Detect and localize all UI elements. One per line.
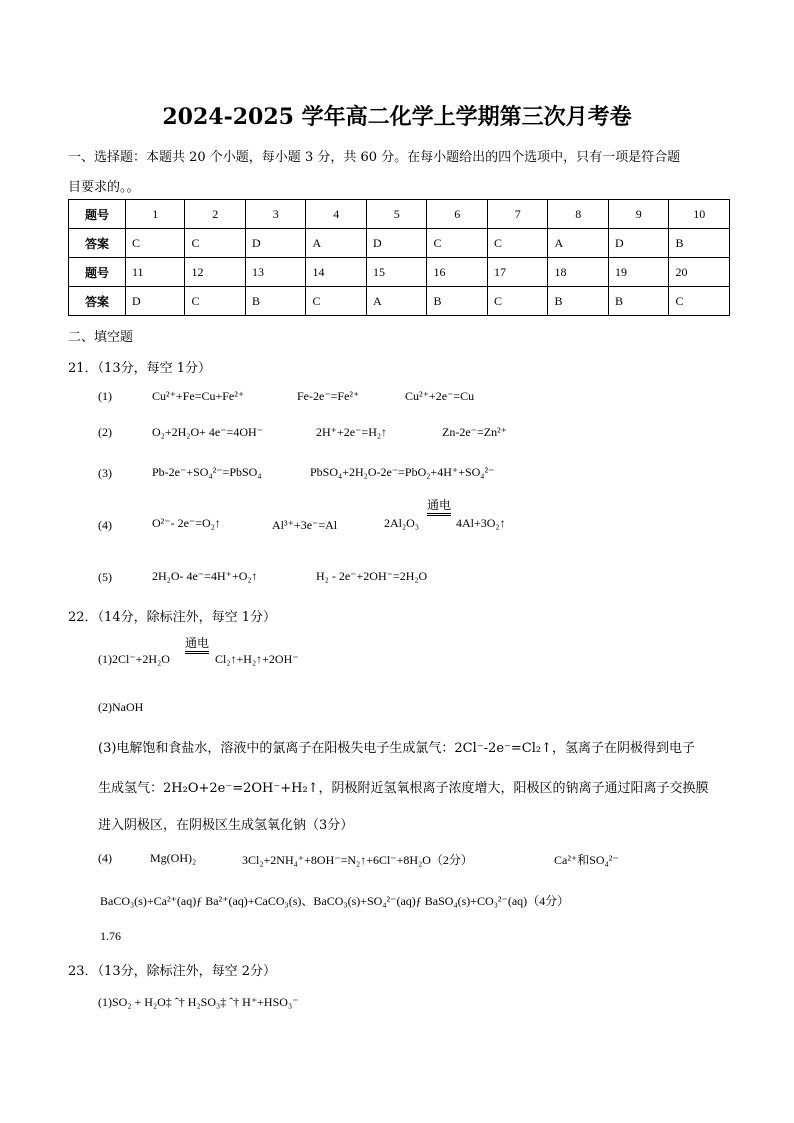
table-cell: A <box>548 229 609 258</box>
q21-part4-tag: (4) <box>98 518 112 532</box>
question-number-header: 题号 <box>69 258 126 287</box>
q22-heading: 22．（14分，除标注外，每空 1分） <box>68 610 276 625</box>
q21-part1-tag: (1) <box>98 389 112 403</box>
table-cell: 9 <box>608 200 669 229</box>
table-cell: C <box>185 229 246 258</box>
q21-part3-eq1: Pb-2e⁻+SO₄²⁻=PbSO₄ <box>152 465 262 479</box>
q23-part1: (1)SO₂ + H₂O‡ ˆ† H₂SO₃‡ ˆ† H⁺+HSO₃⁻ <box>98 995 299 1009</box>
q22-part3-line1: (3)电解饱和食盐水，溶液中的氯离子在阳极失电子生成氯气：2Cl⁻-2e⁻=Cl₂↑，氢离子在阴极得到电子 <box>98 741 695 756</box>
table-row <box>69 258 730 287</box>
q22-part1-electrolysis-condition: 通电 <box>185 636 209 654</box>
table-cell: B <box>427 287 488 316</box>
q22-part4-tag: (4) <box>98 851 112 865</box>
table-cell: 16 <box>427 258 488 287</box>
q22-part2: (2)NaOH <box>98 700 144 714</box>
q22-part1-right: Cl₂↑+H₂↑+2OH⁻ <box>215 652 299 666</box>
q21-part4-eq3-left: 2Al₂O₃ <box>384 516 420 530</box>
answer-header: 答案 <box>69 229 126 258</box>
q21-part5-eq2: H₂ - 2e⁻+2OH⁻=2H₂O <box>316 569 428 583</box>
table-cell: D <box>126 287 185 316</box>
table-cell: 6 <box>427 200 488 229</box>
table-cell: C <box>487 229 548 258</box>
section1-instruction-line2: 目要求的。。 <box>68 180 140 195</box>
table-cell: 15 <box>366 258 427 287</box>
section1-instruction-line1: 一、选择题：本题共 20 个小题，每小题 3 分，共 60 分。在每小题给出的四个选项中，只有一项是符合题 <box>68 150 681 165</box>
table-cell: 18 <box>548 258 609 287</box>
q22-part3-line3: 进入阴极区，在阴极区生成氢氧化钠（3分） <box>98 818 354 833</box>
q21-part4-eq1: O²⁻- 2e⁻=O₂↑ <box>152 516 221 530</box>
table-cell: 12 <box>185 258 246 287</box>
table-cell: 13 <box>245 258 306 287</box>
table-cell: C <box>126 229 185 258</box>
q21-part4-eq3-right: 4Al+3O₂↑ <box>456 516 506 530</box>
q22-part6: 1.76 <box>100 929 121 943</box>
table-cell: B <box>608 287 669 316</box>
table-cell: 17 <box>487 258 548 287</box>
q22-part4-answer3: Ca²⁺和SO₄²⁻ <box>554 853 619 867</box>
q21-heading: 21．（13分，每空 1分） <box>68 361 211 376</box>
table-cell: A <box>306 229 367 258</box>
q22-part3-line2: 生成氢气：2H₂O+2e⁻=2OH⁻+H₂↑，阴极附近氢氧根离子浓度增大，阳极区的钠离子通过阳离子交换膜 <box>98 781 709 796</box>
answer-table <box>68 199 730 316</box>
table-cell: 7 <box>487 200 548 229</box>
table-cell: 20 <box>669 258 730 287</box>
table-cell: D <box>608 229 669 258</box>
table-cell: 19 <box>608 258 669 287</box>
table-cell: D <box>245 229 306 258</box>
q21-part2-eq3: Zn-2e⁻=Zn²⁺ <box>442 425 508 439</box>
q21-part1-eq3: Cu²⁺+2e⁻=Cu <box>405 389 475 403</box>
table-cell: 4 <box>306 200 367 229</box>
table-cell: 14 <box>306 258 367 287</box>
question-number-header: 题号 <box>69 200 126 229</box>
answer-header: 答案 <box>69 287 126 316</box>
table-cell: C <box>669 287 730 316</box>
table-cell: 1 <box>126 200 185 229</box>
q21-part2-eq2: 2H⁺+2e⁻=H₂↑ <box>316 425 388 439</box>
q21-part5-eq1: 2H₂O- 4e⁻=4H⁺+O₂↑ <box>152 569 258 583</box>
table-cell: 3 <box>245 200 306 229</box>
q21-part2-tag: (2) <box>98 425 112 439</box>
table-cell: A <box>366 287 427 316</box>
table-row <box>69 229 730 258</box>
q21-part4-eq2: Al³⁺+3e⁻=Al <box>272 518 338 532</box>
q22-part1-left: (1)2Cl⁻+2H₂O <box>98 652 170 666</box>
table-row <box>69 287 730 316</box>
table-cell: 11 <box>126 258 185 287</box>
q21-part5-tag: (5) <box>98 570 112 584</box>
q22-part5-equilibria: BaCO₃(s)+Ca²⁺(aq)ƒ Ba²⁺(aq)+CaCO₃(s)、BaCO₃(s)+SO₄²⁻(aq)ƒ BaSO₄(s)+CO₃²⁻(aq)（4分） <box>100 894 570 908</box>
table-cell: 10 <box>669 200 730 229</box>
page-title: 2024-2025 学年高二化学上学期第三次月考卷 <box>162 104 632 130</box>
q21-part1-eq2: Fe-2e⁻=Fe²⁺ <box>297 389 360 403</box>
q21-part1-eq1: Cu²⁺+Fe=Cu+Fe²⁺ <box>152 389 245 403</box>
q21-part3-eq2: PbSO₄+2H₂O-2e⁻=PbO₂+4H⁺+SO₄²⁻ <box>310 465 495 479</box>
q21-part3-tag: (3) <box>98 466 112 480</box>
q21-part4-electrolysis-condition: 通电 <box>427 498 451 516</box>
section2-heading: 二、填空题 <box>68 330 134 345</box>
table-cell: C <box>487 287 548 316</box>
q23-heading: 23．（13分，除标注外，每空 2分） <box>68 964 276 979</box>
table-cell: 5 <box>366 200 427 229</box>
table-cell: 2 <box>185 200 246 229</box>
table-cell: 8 <box>548 200 609 229</box>
table-cell: D <box>366 229 427 258</box>
table-cell: B <box>245 287 306 316</box>
q21-part2-eq1: O₂+2H₂O+ 4e⁻=4OH⁻ <box>152 425 263 439</box>
table-row <box>69 200 730 229</box>
table-cell: C <box>185 287 246 316</box>
table-cell: B <box>548 287 609 316</box>
q22-part4-answer1: Mg(OH)₂ <box>150 851 197 865</box>
table-cell: B <box>669 229 730 258</box>
q22-part4-answer2: 3Cl₂+2NH₄⁺+8OH⁻=N₂↑+6Cl⁻+8H₂O（2分） <box>242 853 473 867</box>
table-cell: C <box>306 287 367 316</box>
table-cell: C <box>427 229 488 258</box>
